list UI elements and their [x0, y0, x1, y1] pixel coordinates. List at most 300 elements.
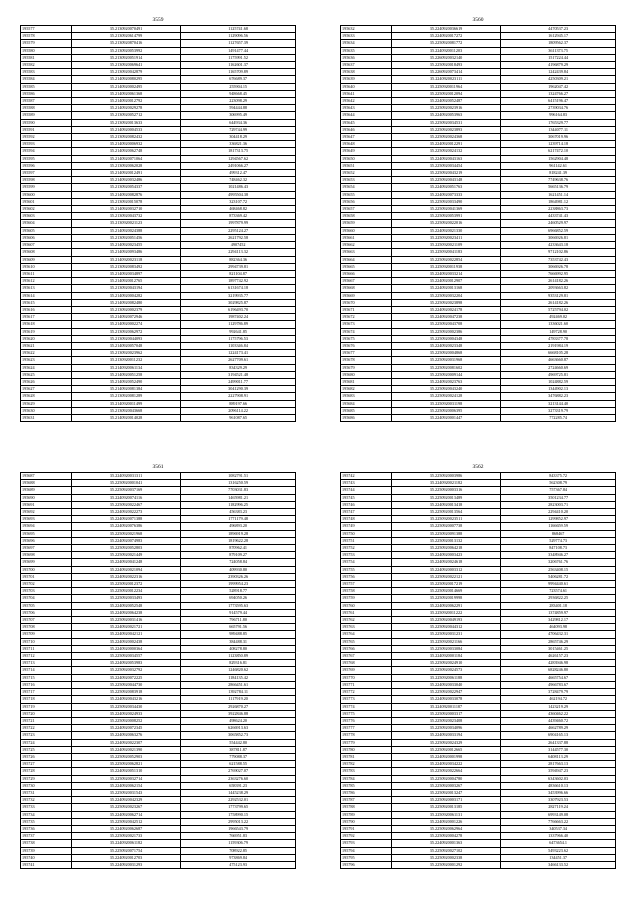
value-cell: 475123.93	[181, 861, 296, 868]
row-id-cell: 195697	[21, 545, 72, 552]
value-cell: 5493223.62	[501, 847, 616, 854]
table-row	[341, 285, 616, 292]
row-id-cell: 195667	[341, 278, 392, 285]
value-cell: 7666992.95	[501, 270, 616, 277]
row-id-cell: 195605	[21, 227, 72, 234]
coordinate-cell: 35.2130920042879	[71, 69, 180, 76]
coordinate-cell: 35.2250920012094	[391, 90, 500, 97]
coordinate-cell: 35.2240920031311	[71, 473, 180, 480]
value-cell: 4439460.72	[501, 717, 616, 724]
row-id-cell: 195773	[341, 696, 392, 703]
value-cell: 2096114.22	[181, 407, 296, 414]
coordinate-cell: 35.2250920021166	[391, 638, 500, 645]
row-id-cell: 195751	[341, 537, 392, 544]
table-row	[341, 746, 616, 753]
value-cell: 462194.72	[501, 696, 616, 703]
table-row	[21, 76, 296, 83]
table-row	[341, 674, 616, 681]
row-id-cell: 195686	[341, 414, 392, 421]
value-cell: 2866451.61	[181, 681, 296, 688]
row-id-cell: 195626	[21, 378, 72, 385]
value-cell: 870962.41	[181, 545, 296, 552]
coordinate-cell: 35.2240920071388	[71, 516, 180, 523]
value-cell: 1423219.29	[501, 703, 616, 710]
value-cell: 554442.80	[181, 739, 296, 746]
table-row	[21, 335, 296, 342]
coordinate-cell: 35.2250920003317	[391, 710, 500, 717]
coordinate-cell: 35.2240920076386	[71, 523, 180, 530]
table-row	[21, 407, 296, 414]
table-row	[341, 768, 616, 775]
coordinate-cell: 35.2250920023411	[391, 234, 500, 241]
table-row	[341, 69, 616, 76]
table-row	[341, 249, 616, 256]
row-id-cell: 195759	[341, 595, 392, 602]
coordinate-cell: 35.2250920037169	[71, 487, 180, 494]
value-cell: 6993149.08	[501, 811, 616, 818]
table-row	[21, 285, 296, 292]
coordinate-cell: 35.2250920021733	[71, 833, 180, 840]
row-id-cell: 195752	[341, 545, 392, 552]
coordinate-cell: 35.2250920033490	[391, 198, 500, 205]
coordinate-cell: 35.2130920069641	[71, 62, 180, 69]
value-cell: 1896919.28	[181, 530, 296, 537]
value-cell: 4663660.87	[501, 357, 616, 364]
table-row	[341, 480, 616, 487]
value-cell: 3194521.48	[181, 371, 296, 378]
row-id-cell: 195722	[21, 725, 72, 732]
table-row	[21, 40, 296, 47]
value-cell: 1392784.11	[181, 689, 296, 696]
value-cell: 2865746.29	[501, 638, 616, 645]
table-row	[21, 833, 296, 840]
coordinate-cell: 35.2130920081289	[71, 393, 180, 400]
value-cell: 4966783.67	[501, 681, 616, 688]
row-id-cell: 195775	[341, 710, 392, 717]
coordinate-cell: 35.2240920021330	[391, 227, 500, 234]
table-block-1	[20, 16, 296, 422]
coordinate-cell: 35.2140920004282	[71, 292, 180, 299]
row-id-cell: 195614	[21, 292, 72, 299]
row-id-cell: 195685	[341, 407, 392, 414]
coordinate-cell: 35.2240920024618	[391, 559, 500, 566]
coordinate-cell: 35.2250920011964	[391, 83, 500, 90]
value-cell: 4995504.38	[181, 191, 296, 198]
value-cell: 1129096.56	[181, 33, 296, 40]
table-row	[341, 206, 616, 213]
row-id-cell: 195715	[21, 674, 72, 681]
value-cell: 2994739.81	[181, 263, 296, 270]
value-cell: 2227908.91	[181, 393, 296, 400]
coordinate-cell: 35.2250920013489	[391, 494, 500, 501]
row-id-cell: 195598	[21, 177, 72, 184]
row-id-cell: 195729	[21, 775, 72, 782]
coordinate-cell: 35.2240920012907	[391, 278, 500, 285]
row-id-cell: 195682	[341, 386, 392, 393]
row-id-cell: 195661	[341, 234, 392, 241]
row-id-cell: 195786	[341, 789, 392, 796]
value-cell: 456383.23	[181, 509, 296, 516]
coordinate-cell: 35.2240920012291	[391, 141, 500, 148]
coordinate-cell: 35.2250920091388	[391, 530, 500, 537]
value-cell: 6415196.47	[501, 98, 616, 105]
row-id-cell: 195662	[341, 242, 392, 249]
table-row	[341, 739, 616, 746]
table-row	[341, 494, 616, 501]
value-cell: 2390326.26	[181, 573, 296, 580]
value-cell: 694050.26	[181, 595, 296, 602]
table-row	[341, 162, 616, 169]
coordinate-cell: 35.2130920082432	[71, 134, 180, 141]
value-cell: 5665136.79	[501, 184, 616, 191]
coordinate-cell: 35.2250920002386	[391, 328, 500, 335]
row-id-cell: 195706	[21, 609, 72, 616]
value-cell: 2769027.07	[181, 768, 296, 775]
coordinate-cell: 35.2140920034897	[71, 270, 180, 277]
row-id-cell: 195640	[341, 83, 392, 90]
row-id-cell: 195608	[21, 249, 72, 256]
coordinate-cell: 35.2240920031293	[71, 861, 180, 868]
table-row	[21, 624, 296, 631]
row-id-cell: 195600	[21, 191, 72, 198]
table-row	[21, 148, 296, 155]
row-id-cell: 195645	[341, 119, 392, 126]
value-cell: 665791.56	[181, 624, 296, 631]
coordinate-cell: 35.2130920023962	[71, 350, 180, 357]
table-row	[21, 386, 296, 393]
row-id-cell: 195748	[341, 516, 392, 523]
row-id-cell: 195646	[341, 126, 392, 133]
table-row	[341, 342, 616, 349]
coordinate-cell: 35.2260920073414	[391, 69, 500, 76]
table-row	[21, 660, 296, 667]
row-id-cell: 195776	[341, 717, 392, 724]
table-row	[341, 191, 616, 198]
coordinate-cell: 35.2130920062972	[71, 328, 180, 335]
table-row	[341, 155, 616, 162]
table-row	[21, 681, 296, 688]
coordinate-cell: 35.2250920024910	[391, 660, 500, 667]
coordinate-cell: 35.2240920042121	[71, 631, 180, 638]
row-id-cell: 195712	[21, 653, 72, 660]
coordinate-cell: 35.2250920081602	[391, 364, 500, 371]
table-row	[341, 725, 616, 732]
coordinate-cell: 35.2250920011222	[391, 609, 500, 616]
row-id-cell: 195724	[21, 739, 72, 746]
value-cell: 464093.98	[501, 624, 616, 631]
row-id-cell: 195654	[341, 184, 392, 191]
coordinate-cell: 35.2250920041369	[391, 206, 500, 213]
value-cell: 562308.79	[501, 480, 616, 487]
row-id-cell: 195704	[21, 595, 72, 602]
table-row	[341, 357, 616, 364]
row-id-cell: 195606	[21, 234, 72, 241]
coordinate-cell: 35.2240920041248	[71, 559, 180, 566]
row-id-cell: 195726	[21, 753, 72, 760]
row-id-cell: 195583	[21, 69, 72, 76]
value-cell: 6966852.59	[501, 227, 616, 234]
table-row	[21, 270, 296, 277]
coordinate-cell: 35.2240920047238	[391, 314, 500, 321]
value-cell: 1175796.53	[181, 335, 296, 342]
coordinate-cell: 35.2250920013185	[391, 804, 500, 811]
table-row	[341, 393, 616, 400]
value-cell: 306995.49	[181, 112, 296, 119]
value-cell: 1809562.37	[501, 40, 616, 47]
row-id-cell: 195673	[341, 321, 392, 328]
coordinate-cell: 35.2240920001998	[391, 753, 500, 760]
row-id-cell: 195625	[21, 371, 72, 378]
row-id-cell: 195694	[21, 523, 72, 530]
row-id-cell: 195718	[21, 696, 72, 703]
row-id-cell: 195650	[341, 155, 392, 162]
coordinate-cell: 35.2250920012234	[71, 588, 180, 595]
coordinate-cell: 35.2240920033040	[391, 681, 500, 688]
value-cell: 779088.37	[181, 753, 296, 760]
value-cell: 3307923.53	[501, 797, 616, 804]
value-cell: 2739034.76	[501, 105, 616, 112]
table-row	[21, 62, 296, 69]
coordinate-cell: 35.2240920023111	[391, 76, 500, 83]
coordinate-cell: 35.2250920009144	[391, 371, 500, 378]
table-row	[341, 696, 616, 703]
table-row	[341, 350, 616, 357]
value-cell: 4907452	[181, 242, 296, 249]
table-row	[21, 861, 296, 868]
coordinate-cell: 35.2240920043216	[71, 696, 180, 703]
table-row	[21, 184, 296, 191]
coordinate-cell: 35.2140920093486	[71, 249, 180, 256]
value-cell: 492469.02	[501, 314, 616, 321]
row-id-cell: 195680	[341, 371, 392, 378]
coordinate-cell: 35.2250920008252	[71, 717, 180, 724]
value-cell: 4836610.13	[501, 782, 616, 789]
value-cell: 3219935.77	[181, 292, 296, 299]
coordinate-cell: 35.2240920021094	[71, 566, 180, 573]
value-cell: 9712102.86	[501, 249, 616, 256]
value-cell: 821104.87	[181, 270, 296, 277]
value-cell: 2294113.32	[181, 249, 296, 256]
value-cell: 4233643.18	[501, 242, 616, 249]
table-block-4	[340, 463, 616, 869]
table-row	[21, 487, 296, 494]
value-cell: 2621792.58	[181, 234, 296, 241]
table-row	[21, 126, 296, 133]
value-cell: 3206761.76	[501, 559, 616, 566]
coordinate-cell: 35.2250920017219	[391, 581, 500, 588]
table-row	[341, 378, 616, 385]
value-cell: 283401.18	[501, 602, 616, 609]
coordinate-cell: 35.2140920012491	[71, 170, 180, 177]
value-cell: 2995013.22	[181, 818, 296, 825]
table-row	[341, 321, 616, 328]
row-id-cell: 195693	[21, 516, 72, 523]
coordinate-cell: 35.2140920061134	[71, 364, 180, 371]
table-row	[341, 335, 616, 342]
coordinate-cell: 35.2250920023898	[391, 299, 500, 306]
value-cell: 223098.29	[181, 98, 296, 105]
row-id-cell: 195599	[21, 184, 72, 191]
value-cell: 6131674.18	[181, 285, 296, 292]
coordinate-cell: 35.2240920017272	[391, 33, 500, 40]
row-id-cell: 195691	[21, 501, 72, 508]
value-cell: 387811.87	[181, 746, 296, 753]
coordinate-cell: 35.2250920007738	[391, 523, 500, 530]
coordinate-cell: 35.2130920021123	[71, 220, 180, 227]
coordinate-cell: 35.2240920001226	[391, 818, 500, 825]
table-row	[341, 278, 616, 285]
table-row	[21, 33, 296, 40]
coordinate-cell: 35.2250920022947	[391, 689, 500, 696]
row-id-cell: 195764	[341, 631, 392, 638]
row-id-cell: 195678	[341, 357, 392, 364]
table-row	[341, 775, 616, 782]
row-id-cell: 195689	[21, 487, 72, 494]
value-cell: 4433741.43	[501, 213, 616, 220]
row-id-cell: 195753	[341, 552, 392, 559]
value-cell: 2292532.01	[181, 797, 296, 804]
row-id-cell: 195731	[21, 789, 72, 796]
value-cell: 3453996.66	[501, 789, 616, 796]
row-id-cell: 195632	[341, 26, 392, 33]
row-id-cell: 195796	[341, 861, 392, 868]
value-cell: 409930.80	[181, 566, 296, 573]
coordinate-cell: 35.2250920042512	[71, 818, 180, 825]
row-id-cell: 195612	[21, 278, 72, 285]
coordinate-cell: 35.2250920061131	[391, 811, 500, 818]
coordinate-cell: 35.2250920003316	[391, 487, 500, 494]
row-id-cell: 195780	[341, 746, 392, 753]
table-row	[341, 516, 616, 523]
coordinate-cell: 35.2140920014028	[71, 414, 180, 421]
row-id-cell: 195743	[341, 480, 392, 487]
row-id-cell: 195676	[341, 342, 392, 349]
value-cell: 2191984.19	[501, 342, 616, 349]
coordinate-cell: 35.2240920052487	[391, 98, 500, 105]
value-cell: 766951.83	[181, 833, 296, 840]
value-cell: 4470537.23	[501, 26, 616, 33]
row-id-cell: 195585	[21, 83, 72, 90]
coordinate-cell: 35.2140920071064	[71, 155, 180, 162]
coordinate-cell: 35.2130920002379	[71, 306, 180, 313]
row-id-cell: 195622	[21, 350, 72, 357]
coordinate-cell: 35.2250920034430	[71, 703, 180, 710]
coordinate-cell: 35.2140920062748	[71, 148, 180, 155]
coordinate-cell: 35.2250920023511	[391, 516, 500, 523]
row-id-cell: 195785	[341, 782, 392, 789]
table-row	[21, 321, 296, 328]
value-cell: 2563408.15	[501, 566, 616, 573]
coordinate-cell: 35.2250920049193	[391, 617, 500, 624]
table-row	[21, 249, 296, 256]
coordinate-cell: 35.2250920034531	[391, 119, 500, 126]
value-cell: 2926870.27	[181, 703, 296, 710]
row-id-cell: 195644	[341, 112, 392, 119]
table-row	[21, 667, 296, 674]
table-row	[21, 357, 296, 364]
row-id-cell: 195784	[341, 775, 392, 782]
coordinate-cell: 35.2140920024388	[71, 227, 180, 234]
table-row	[21, 717, 296, 724]
row-id-cell: 195739	[21, 847, 72, 854]
table-row	[341, 847, 616, 854]
table-row	[341, 825, 616, 832]
coordinate-cell: 35.2140920082876	[71, 191, 180, 198]
row-id-cell: 195701	[21, 573, 72, 580]
value-cell: 498624.20	[181, 717, 296, 724]
row-id-cell: 195664	[341, 256, 392, 263]
coordinate-cell: 35.2250920013132	[391, 537, 500, 544]
coordinate-cell: 35.2250920034557	[71, 653, 180, 660]
table-row	[341, 314, 616, 321]
coordinate-cell: 35.2250920081772	[391, 40, 500, 47]
row-id-cell: 195690	[21, 494, 72, 501]
coordinate-cell: 35.2250920032204	[391, 292, 500, 299]
coordinate-cell: 35.2240920034222	[391, 761, 500, 768]
row-id-cell: 195636	[341, 54, 392, 61]
coordinate-cell: 35.2240920053963	[391, 112, 500, 119]
table-row	[21, 573, 296, 580]
value-cell: 996164.83	[501, 112, 616, 119]
value-cell: 6266913.63	[181, 725, 296, 732]
value-cell: 3728479.79	[501, 689, 616, 696]
value-cell: 1294567.62	[181, 155, 296, 162]
table-row	[341, 220, 616, 227]
table-row	[341, 177, 616, 184]
coordinate-cell: 35.2140920002274	[71, 321, 180, 328]
table-row	[341, 62, 616, 69]
data-table	[340, 472, 616, 869]
row-id-cell: 195777	[341, 725, 392, 732]
row-id-cell: 195688	[21, 480, 72, 487]
coordinate-cell: 35.2240920001363	[391, 840, 500, 847]
row-id-cell: 195717	[21, 689, 72, 696]
row-id-cell: 195728	[21, 768, 72, 775]
coordinate-cell: 35.2240920003423	[391, 552, 500, 559]
coordinate-cell: 35.2240920074983	[71, 537, 180, 544]
coordinate-cell: 35.2250920032714	[71, 775, 180, 782]
coordinate-cell: 35.2240920043163	[391, 155, 500, 162]
coordinate-cell: 35.2250920004780	[391, 775, 500, 782]
coordinate-cell: 35.2250920023408	[391, 717, 500, 724]
value-cell: 4196879.29	[501, 62, 616, 69]
row-id-cell: 195577	[21, 26, 72, 33]
table-row	[21, 617, 296, 624]
row-id-cell: 195621	[21, 342, 72, 349]
table-row	[341, 386, 616, 393]
row-id-cell: 195740	[21, 854, 72, 861]
value-cell: 5725794.02	[501, 306, 616, 313]
row-id-cell: 195723	[21, 732, 72, 739]
value-cell: 6217472.10	[501, 148, 616, 155]
value-cell: 3066926.81	[501, 234, 616, 241]
value-cell: 1129786.89	[181, 321, 296, 328]
coordinate-cell: 35.2240920062687	[71, 825, 180, 832]
coordinate-cell: 35.2250920031231	[391, 631, 500, 638]
coordinate-cell: 35.2250920004868	[391, 350, 500, 357]
coordinate-cell: 35.2130920043668	[71, 407, 180, 414]
row-id-cell: 195757	[341, 581, 392, 588]
coordinate-cell: 35.2240920064238	[71, 609, 180, 616]
row-id-cell: 195778	[341, 732, 392, 739]
row-id-cell: 195761	[341, 609, 392, 616]
row-id-cell: 195580	[21, 47, 72, 54]
coordinate-cell: 35.2250920022016	[391, 220, 500, 227]
row-id-cell: 195696	[21, 537, 72, 544]
block-title: 3562	[472, 464, 484, 470]
row-id-cell: 195774	[341, 703, 392, 710]
table-row	[21, 523, 296, 530]
